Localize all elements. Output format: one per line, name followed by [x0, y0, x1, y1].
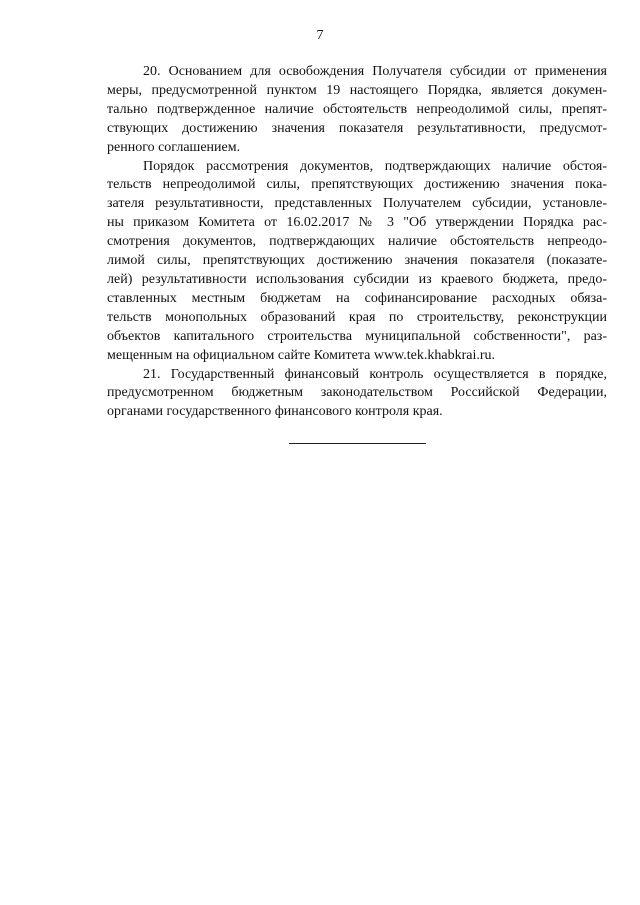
text-line: лимой силы, препятствующих достижению значения показателя (показате- [107, 253, 607, 269]
text-line: Порядок рассмотрения документов, подтверждающих наличие обстоя- [143, 158, 607, 174]
paragraph-procedure [107, 158, 607, 366]
paragraph-20 [107, 63, 607, 158]
text-line: тально подтвержденное наличие обстоятельств непреодолимой силы, препят- [107, 101, 607, 117]
text-line: ны приказом Комитета от 16.02.2017 № 3 "Об утверждении Порядка рас- [107, 215, 607, 231]
text-line: ставленных местным бюджетам на софинансирование расходных обяза- [107, 290, 607, 306]
paragraph-21 [107, 366, 607, 423]
text-line: ствующих достижению значения показателя результативности, предусмот- [107, 120, 607, 136]
text-line: тельств непреодолимой силы, препятствующих достижению значения пока- [107, 177, 607, 193]
text-line: смотрения документов, подтверждающих наличие обстоятельств непреодо- [107, 234, 607, 250]
text-line: лей) результативности использования субсидии из краевого бюджета, предо- [107, 271, 607, 287]
text-line: мещенным на официальном сайте Комитета www.tek.khabkrai.ru. [107, 347, 496, 363]
text-line: 20. Основанием для освобождения Получателя субсидии от применения [143, 64, 607, 79]
document-body [107, 63, 607, 422]
text-line: объектов капитального строительства муниципальной собственности", раз- [107, 328, 607, 344]
page-number: 7 [316, 28, 324, 43]
text-line: органами государственного финансового контроля края. [107, 404, 443, 420]
text-line: предусмотренном бюджетным законодательством Российской Федерации, [107, 385, 607, 401]
text-line: тельств монопольных образований края по строительству, реконструкции [107, 309, 607, 325]
text-line: меры, предусмотренной пунктом 19 настоящего Порядка, является докумен- [107, 82, 607, 98]
end-divider-line [289, 443, 426, 444]
text-line: 21. Государственный финансовый контроль осуществляется в порядке, [143, 366, 607, 382]
text-line: зателя результативности, представленных Получателем субсидии, установле- [107, 196, 607, 212]
text-line: ренного соглашением. [107, 139, 241, 155]
